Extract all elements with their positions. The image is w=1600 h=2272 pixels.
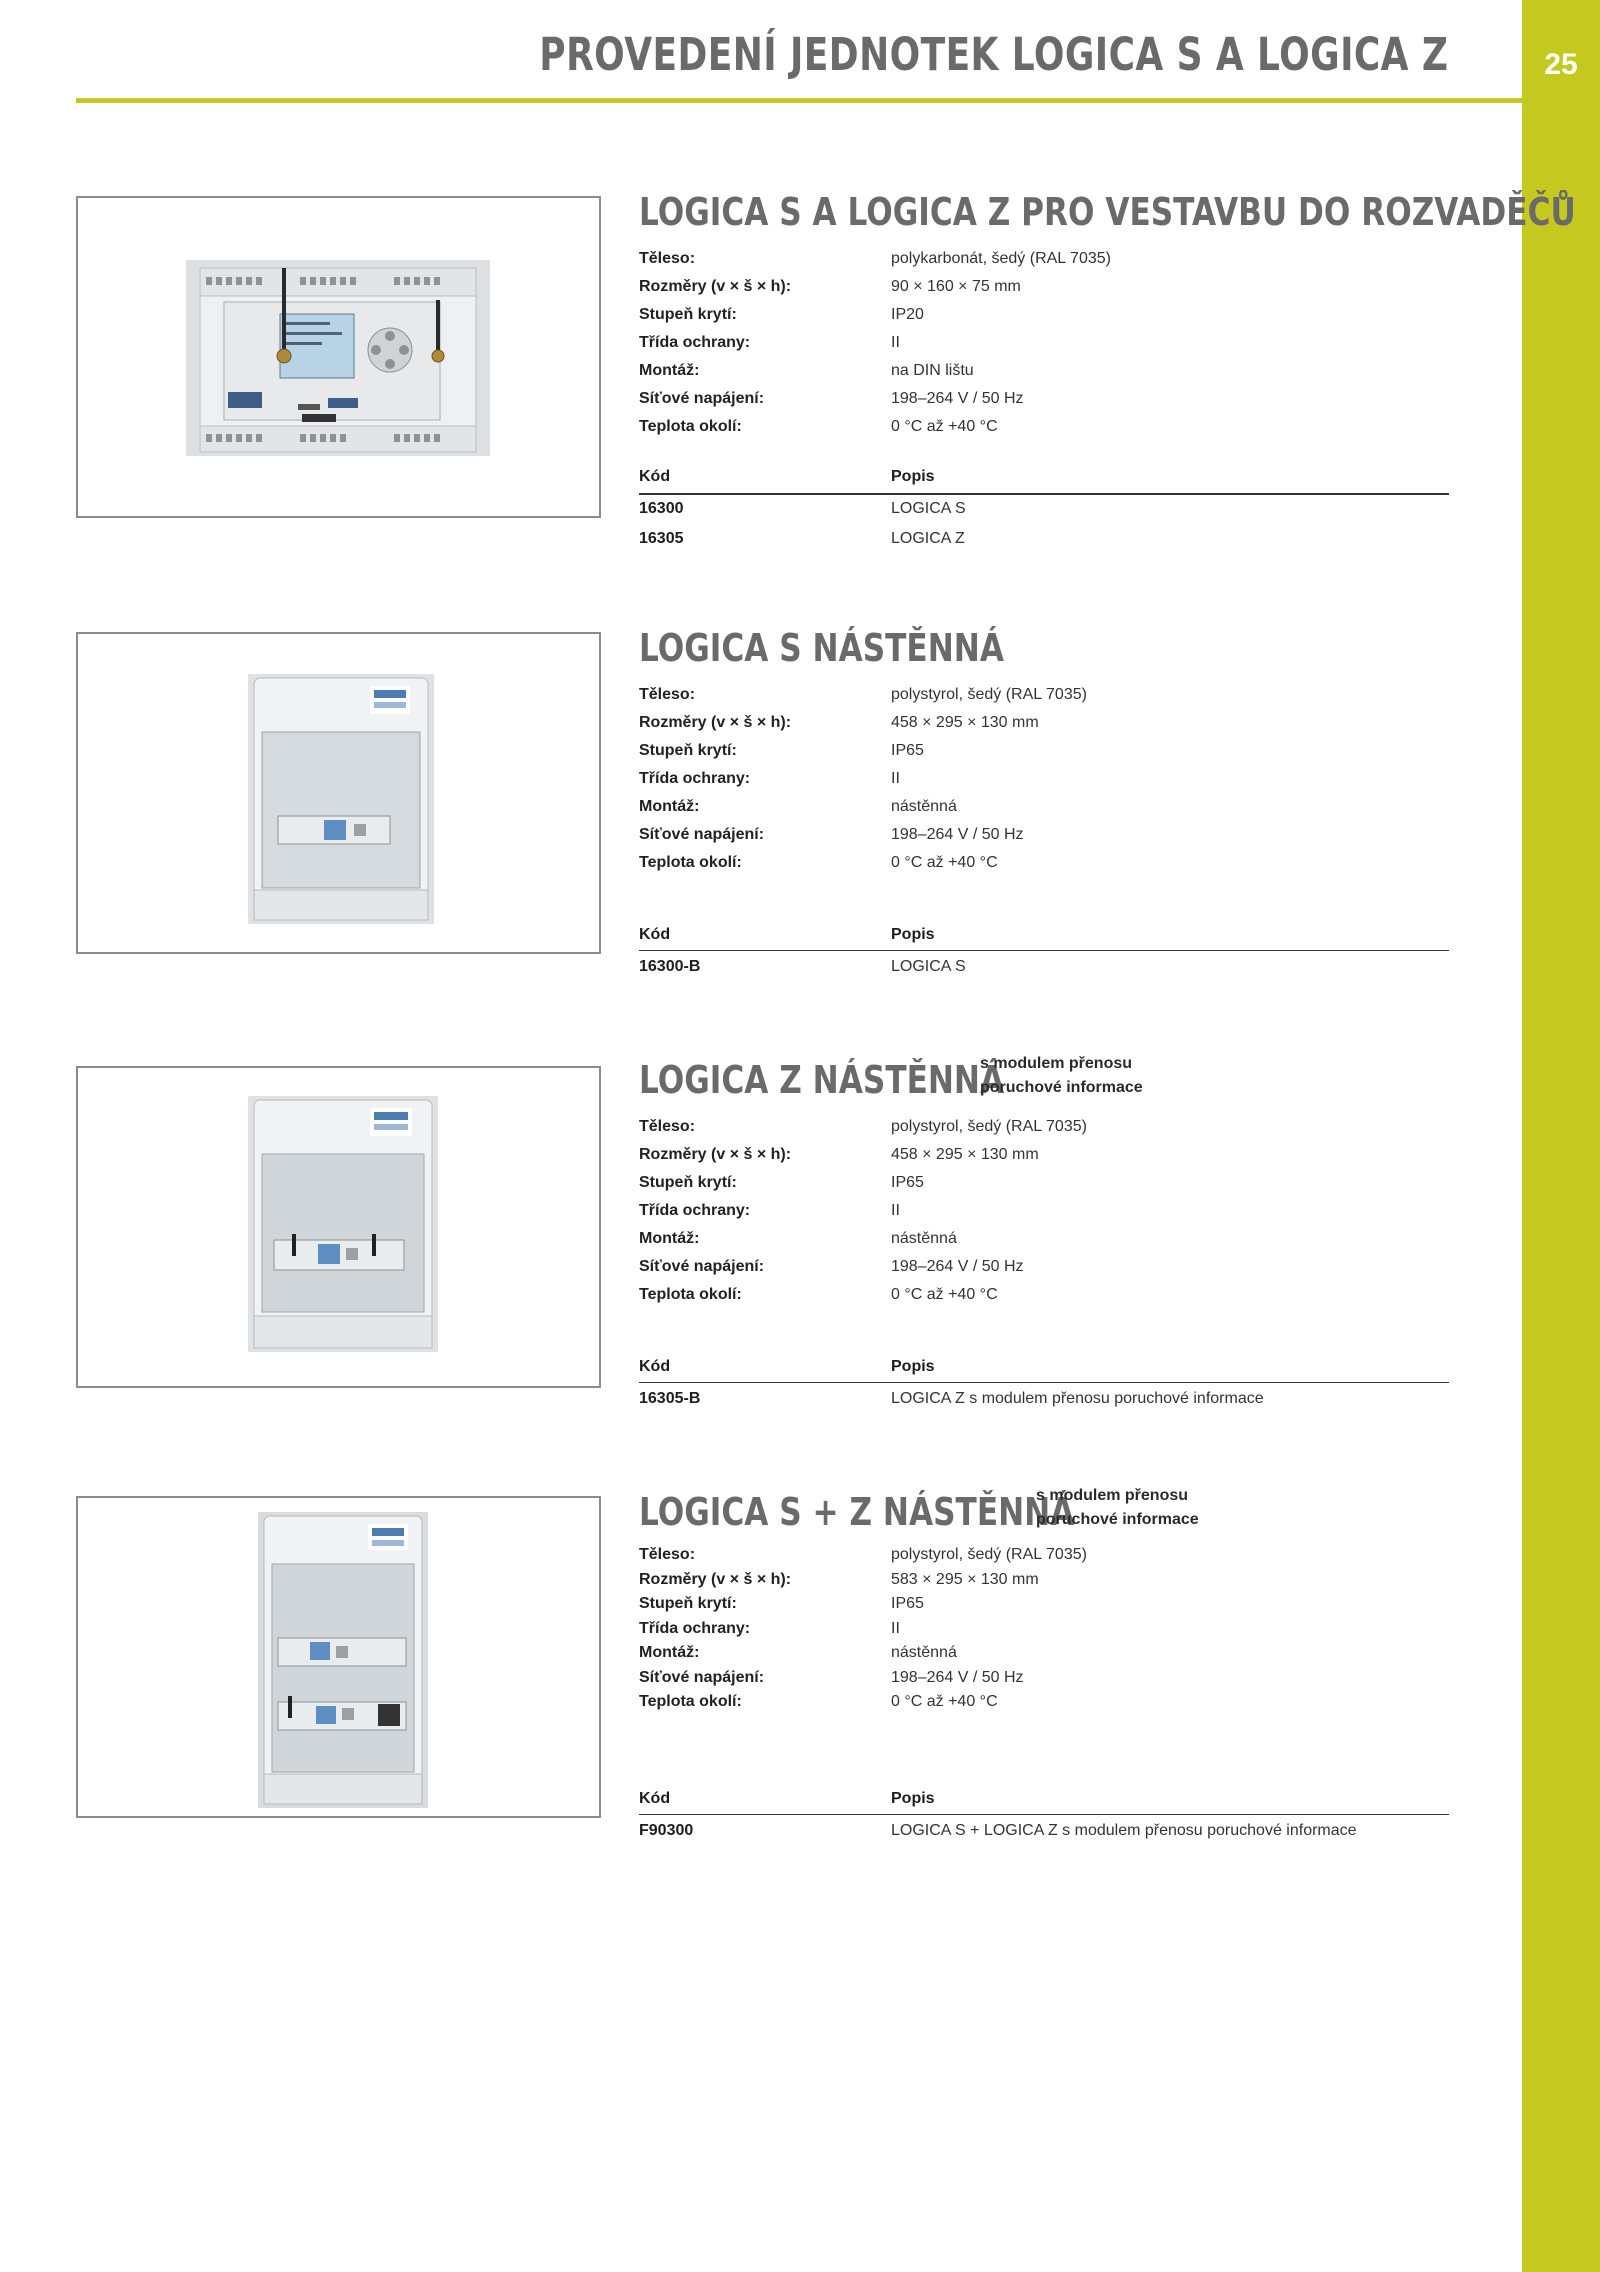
note-line: s modulem přenosu xyxy=(1036,1487,1189,1504)
spec-value: 0 °C až +40 °C xyxy=(891,418,998,435)
spec-value: 198–264 V / 50 Hz xyxy=(891,826,1024,843)
spec-row xyxy=(639,334,1449,362)
product-table xyxy=(639,466,1449,552)
spec-value: IP65 xyxy=(891,1174,924,1191)
spec-value: 458 × 295 × 130 mm xyxy=(891,714,1039,731)
spec-row xyxy=(639,1669,1449,1694)
spec-value: II xyxy=(891,1202,900,1219)
spec-label: Stupeň krytí: xyxy=(639,742,737,759)
spec-row xyxy=(639,306,1449,334)
spec-list xyxy=(639,686,1449,882)
spec-value: nástěnná xyxy=(891,798,957,815)
desc-header: Popis xyxy=(891,468,935,485)
wall-cabinet-image xyxy=(78,634,601,954)
note-line: poruchové informace xyxy=(1036,1511,1199,1528)
spec-row xyxy=(639,1644,1449,1669)
spec-label: Těleso: xyxy=(639,686,696,703)
spec-label: Síťové napájení: xyxy=(639,1258,765,1275)
spec-row xyxy=(639,278,1449,306)
desc-header: Popis xyxy=(891,1358,935,1375)
spec-label: Třída ochrany: xyxy=(639,334,751,351)
spec-row xyxy=(639,770,1449,798)
spec-row xyxy=(639,686,1449,714)
spec-label: Rozměry (v × š × h): xyxy=(639,278,792,295)
spec-label: Stupeň krytí: xyxy=(639,306,737,323)
section-title: LOGICA S A LOGICA Z PRO VESTAVBU DO ROZVADĚČŮ xyxy=(639,190,1576,234)
product-desc: LOGICA S xyxy=(891,500,966,517)
product-code: 16300-B xyxy=(639,958,701,975)
spec-row xyxy=(639,1230,1449,1258)
spec-value: 198–264 V / 50 Hz xyxy=(891,1668,1024,1686)
spec-value: 90 × 160 × 75 mm xyxy=(891,278,1021,295)
product-desc: LOGICA Z xyxy=(891,530,965,547)
product-photo-wall-z xyxy=(76,1066,601,1388)
section-note xyxy=(1036,1484,1199,1532)
spec-value: 198–264 V / 50 Hz xyxy=(891,1258,1024,1275)
spec-value: 458 × 295 × 130 mm xyxy=(891,1146,1039,1163)
table-header xyxy=(639,1788,1449,1814)
spec-row xyxy=(639,1620,1449,1645)
spec-label: Třída ochrany: xyxy=(639,770,751,787)
spec-label: Síťové napájení: xyxy=(639,826,765,843)
spec-list xyxy=(639,1546,1449,1718)
product-desc: LOGICA Z s modulem přenosu poruchové informace xyxy=(891,1390,1264,1407)
table-row xyxy=(639,492,1449,522)
spec-row xyxy=(639,1202,1449,1230)
spec-value: 0 °C až +40 °C xyxy=(891,1286,998,1303)
spec-value: polystyrol, šedý (RAL 7035) xyxy=(891,686,1087,703)
spec-row xyxy=(639,1546,1449,1571)
table-row xyxy=(639,1382,1449,1412)
product-code: 16305-B xyxy=(639,1390,701,1407)
spec-row xyxy=(639,854,1449,882)
spec-label: Rozměry (v × š × h): xyxy=(639,1570,792,1588)
spec-value: polystyrol, šedý (RAL 7035) xyxy=(891,1118,1087,1135)
code-header: Kód xyxy=(639,1790,671,1807)
spec-label: Teplota okolí: xyxy=(639,1693,742,1710)
spec-row xyxy=(639,1571,1449,1596)
section-note xyxy=(980,1052,1143,1100)
desc-header: Popis xyxy=(891,1790,935,1807)
product-table xyxy=(639,1356,1449,1412)
spec-row xyxy=(639,1286,1449,1314)
spec-row xyxy=(639,1258,1449,1286)
spec-row xyxy=(639,742,1449,770)
spec-value: polystyrol, šedý (RAL 7035) xyxy=(891,1546,1087,1563)
product-photo-wall-s xyxy=(76,632,601,954)
side-color-band xyxy=(1522,0,1600,2272)
table-row xyxy=(639,950,1449,980)
table-header xyxy=(639,924,1449,950)
section-title: LOGICA S + Z NÁSTĚNNÁ xyxy=(639,1490,1075,1534)
spec-label: Síťové napájení: xyxy=(639,1668,765,1686)
product-code: 16300 xyxy=(639,500,684,517)
code-header: Kód xyxy=(639,1358,671,1375)
section-title: LOGICA S NÁSTĚNNÁ xyxy=(639,626,1004,670)
product-table xyxy=(639,924,1449,980)
spec-row xyxy=(639,1595,1449,1620)
spec-label: Těleso: xyxy=(639,1546,696,1563)
spec-value: 0 °C až +40 °C xyxy=(891,1693,998,1710)
wall-cabinet-module-image xyxy=(78,1068,601,1388)
product-desc: LOGICA S xyxy=(891,958,966,975)
tall-wall-cabinet-image xyxy=(78,1498,601,1818)
note-line: poruchové informace xyxy=(980,1079,1143,1096)
spec-value: II xyxy=(891,334,900,351)
spec-list xyxy=(639,250,1449,446)
spec-label: Stupeň krytí: xyxy=(639,1174,737,1191)
spec-row xyxy=(639,1693,1449,1718)
spec-row xyxy=(639,1146,1449,1174)
product-code: 16305 xyxy=(639,530,684,547)
spec-value: 0 °C až +40 °C xyxy=(891,854,998,871)
spec-label: Montáž: xyxy=(639,798,700,815)
spec-label: Stupeň krytí: xyxy=(639,1595,737,1612)
desc-header: Popis xyxy=(891,926,935,943)
spec-row xyxy=(639,1174,1449,1202)
spec-value: II xyxy=(891,1619,900,1637)
product-desc: LOGICA S + LOGICA Z s modulem přenosu poruchové informace xyxy=(891,1822,1357,1839)
spec-row xyxy=(639,1118,1449,1146)
spec-value: IP65 xyxy=(891,1595,924,1612)
page-number: 25 xyxy=(1544,48,1578,81)
spec-value: 198–264 V / 50 Hz xyxy=(891,390,1024,407)
spec-value: na DIN lištu xyxy=(891,362,974,379)
spec-label: Teplota okolí: xyxy=(639,1286,742,1303)
table-header xyxy=(639,466,1449,492)
spec-label: Třída ochrany: xyxy=(639,1202,751,1219)
spec-row xyxy=(639,826,1449,854)
spec-label: Třída ochrany: xyxy=(639,1619,751,1637)
note-line: s modulem přenosu xyxy=(980,1055,1133,1072)
page-title: PROVEDENÍ JEDNOTEK LOGICA S A LOGICA Z xyxy=(538,28,1448,81)
spec-value: 583 × 295 × 130 mm xyxy=(891,1570,1039,1588)
spec-row xyxy=(639,714,1449,742)
title-rule xyxy=(76,98,1522,103)
spec-label: Síťové napájení: xyxy=(639,390,765,407)
spec-label: Teplota okolí: xyxy=(639,854,742,871)
spec-row xyxy=(639,418,1449,446)
code-header: Kód xyxy=(639,468,671,485)
spec-value: IP65 xyxy=(891,742,924,759)
spec-label: Montáž: xyxy=(639,362,700,379)
spec-row xyxy=(639,390,1449,418)
product-photo-din xyxy=(76,196,601,518)
spec-value: nástěnná xyxy=(891,1644,957,1661)
table-header xyxy=(639,1356,1449,1382)
spec-list xyxy=(639,1118,1449,1314)
product-table xyxy=(639,1788,1449,1844)
spec-row xyxy=(639,798,1449,826)
spec-value: nástěnná xyxy=(891,1230,957,1247)
spec-value: IP20 xyxy=(891,306,924,323)
spec-label: Teplota okolí: xyxy=(639,418,742,435)
section-title: LOGICA Z NÁSTĚNNÁ xyxy=(639,1058,1005,1102)
spec-row xyxy=(639,250,1449,278)
product-photo-wall-sz xyxy=(76,1496,601,1818)
table-row xyxy=(639,1814,1449,1844)
spec-label: Rozměry (v × š × h): xyxy=(639,714,792,731)
spec-label: Těleso: xyxy=(639,1118,696,1135)
code-header: Kód xyxy=(639,926,671,943)
spec-label: Těleso: xyxy=(639,250,696,267)
spec-value: polykarbonát, šedý (RAL 7035) xyxy=(891,250,1111,267)
spec-label: Montáž: xyxy=(639,1230,700,1247)
spec-row xyxy=(639,362,1449,390)
spec-label: Montáž: xyxy=(639,1644,700,1661)
spec-label: Rozměry (v × š × h): xyxy=(639,1146,792,1163)
product-code: F90300 xyxy=(639,1822,694,1839)
table-row xyxy=(639,522,1449,552)
spec-value: II xyxy=(891,770,900,787)
din-rail-controller-image xyxy=(78,198,601,518)
